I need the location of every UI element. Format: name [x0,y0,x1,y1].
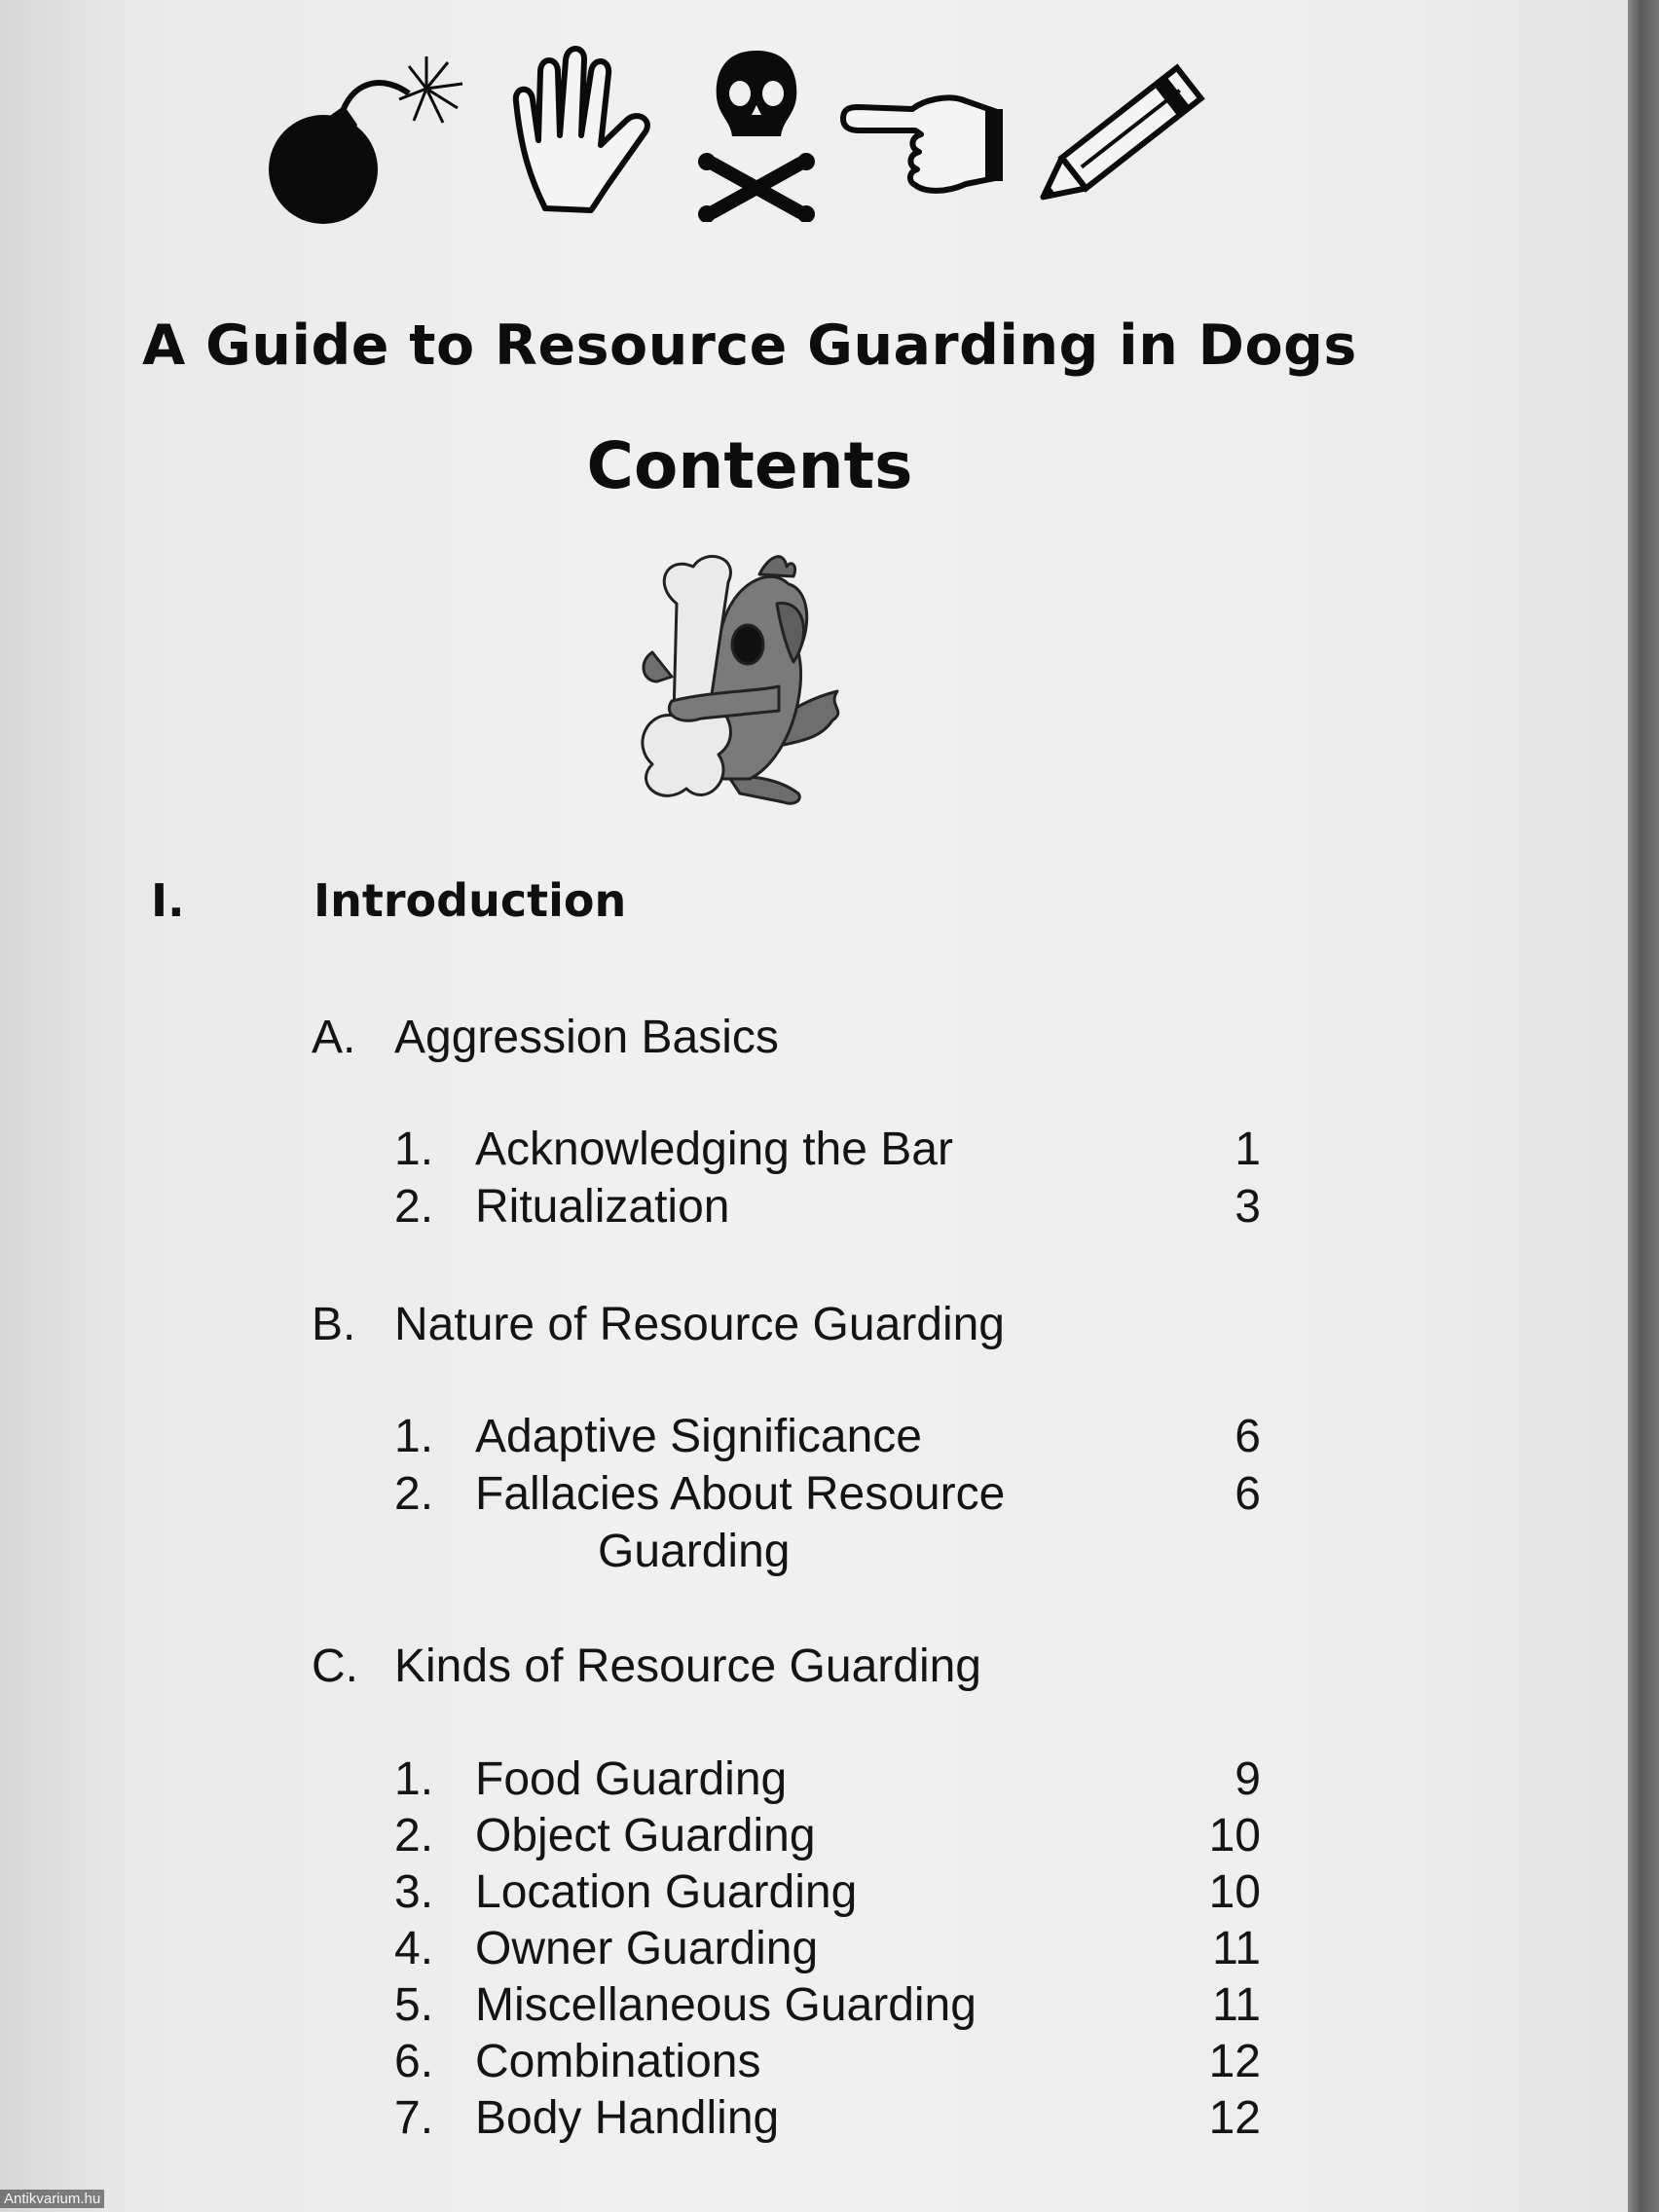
subsection-letter: C. [312,1641,358,1692]
toc-entry[interactable]: 6. Combinations 12 [394,2036,1261,2087]
subsection-letter: B. [312,1299,356,1350]
page-number: 12 [1208,2092,1261,2144]
toc-entry[interactable]: 7. Body Handling 12 [394,2092,1261,2144]
page-number: 10 [1208,1810,1261,1862]
dog-with-bone-illustration [613,545,866,818]
page-number: 6 [1235,1411,1261,1462]
toc-entry[interactable]: 5. Miscellaneous Guarding 11 [394,1979,1261,2031]
page-number: 9 [1235,1753,1261,1805]
toc-entry[interactable]: 2. Fallacies About Resource 6 [394,1468,1261,1520]
pointing-hand-icon [839,92,1010,199]
raised-hand-icon [501,43,657,218]
toc-subsection-a[interactable] [312,1011,779,1064]
toc-entry[interactable]: 4. Owner Guarding 11 [394,1923,1261,1974]
document-title: A Guide to Resource Guarding in Dogs [142,313,1357,378]
page-number: 3 [1235,1181,1261,1233]
toc-subsection-b[interactable] [312,1298,1005,1351]
toc-entry[interactable]: 1. Food Guarding 9 [394,1753,1261,1805]
toc-entry[interactable]: 1. Acknowledging the Bar 1 [394,1124,1261,1175]
page-number: 10 [1208,1866,1261,1918]
toc-entry[interactable]: 2. Object Guarding 10 [394,1810,1261,1862]
page-edge [1628,0,1659,2212]
toc-entry[interactable]: 2. Ritualization 3 [394,1181,1261,1233]
subsection-letter: A. [312,1012,356,1063]
toc-entry[interactable]: 1. Adaptive Significance 6 [394,1411,1261,1462]
subsection-title: Kinds of Resource Guarding [394,1641,981,1692]
contents-heading: Contents [586,428,913,503]
pencil-icon [1032,51,1227,216]
page-number: 6 [1235,1468,1261,1520]
toc-entry-continuation: Guarding [598,1526,791,1577]
bomb-icon [263,55,487,228]
page-number: 12 [1208,2036,1261,2087]
page-number: 11 [1212,1979,1261,2031]
section-number: I. [151,874,185,927]
section-title: Introduction [313,874,627,927]
subsection-title: Aggression Basics [394,1012,779,1063]
skull-crossbones-icon [693,47,820,222]
toc-entry[interactable]: 3. Location Guarding 10 [394,1866,1261,1918]
page-number: 11 [1212,1923,1261,1974]
page-number: 1 [1235,1124,1261,1175]
watermark: Antikvarium.hu [0,2190,104,2208]
subsection-title: Nature of Resource Guarding [394,1299,1005,1350]
toc-subsection-c[interactable] [312,1640,981,1693]
dingbat-row [263,43,1246,228]
